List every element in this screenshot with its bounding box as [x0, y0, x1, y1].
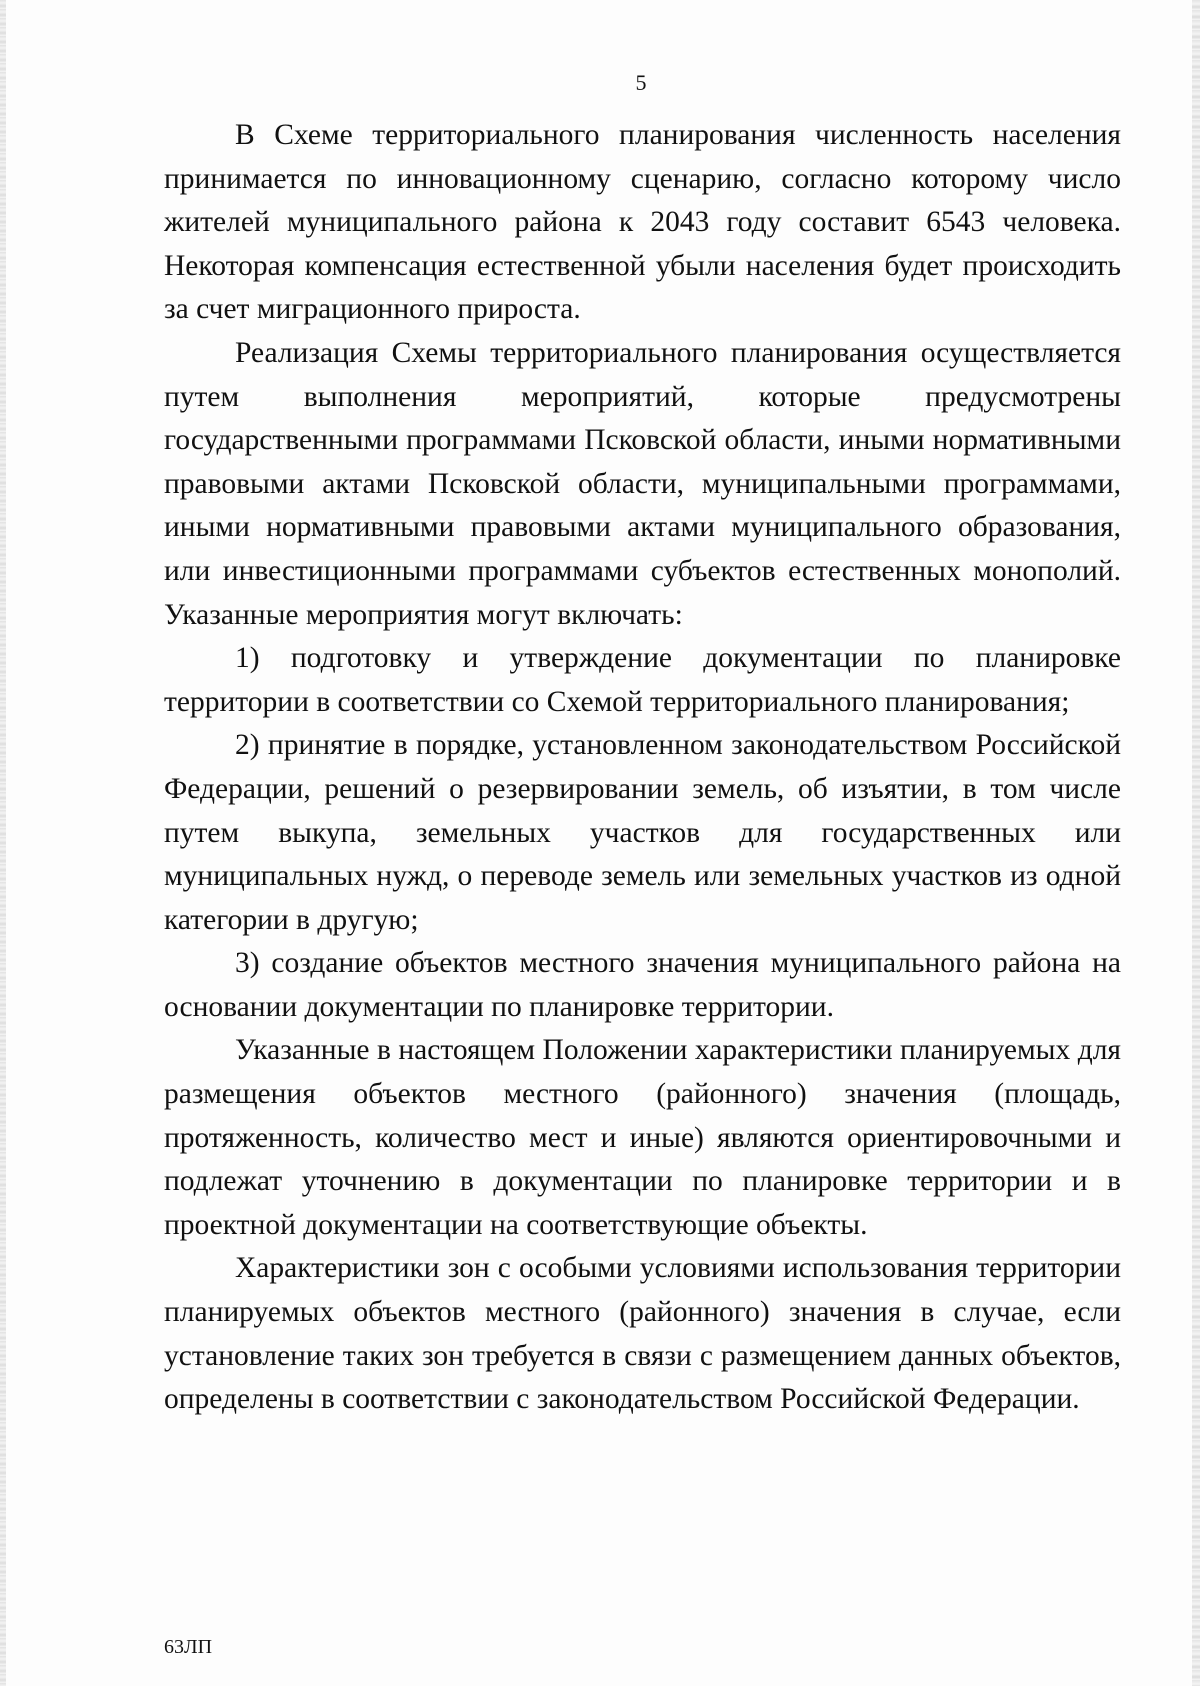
paragraph-special-zones: Характеристики зон с особыми условиями использования территории планируемых объектов местного (районного) значения в случае, если установление таких зон требуется в связи с размещением данных объектов, определены в соответствии с законодательством Российской Федерации.	[164, 1252, 1121, 1416]
page-number: 5	[635, 70, 647, 95]
footer-code: 63ЛП	[164, 1636, 213, 1658]
paragraph-population: В Схеме территориального планирования численность населения принимается по инновационному сценарию, согласно которому число жителей муниципального района к 2043 году составит 6543 человека. Некоторая компенсация естественной убыли населения будет происходить за счет миграционного прироста.	[164, 119, 1121, 326]
list-item-1: 1) подготовку и утверждение документации по планировке территории в соответствии со Схемой территориального планирования;	[164, 642, 1121, 718]
scan-edge-left	[0, 0, 6, 1686]
paragraph-characteristics: Указанные в настоящем Положении характеристики планируемых для размещения объектов местного (районного) значения (площадь, протяженность, количество мест и иные) являются ориентировочными и подлежат уточнению в документации по планировке территории и в проектной документации на соответствующие объекты.	[164, 1034, 1121, 1241]
scan-edge-right	[1192, 0, 1200, 1686]
paragraph-implementation: Реализация Схемы территориального планирования осуществляется путем выполнения мероприятий, которые предусмотрены государственными программами Псковской области, иными нормативными правовыми актами Псковской области, муниципальными программами, иными нормативными правовыми актами муниципального образования, или инвестиционными программами субъектов естественных монополий. Указанные мероприятия могут включать:	[164, 336, 1121, 631]
list-item-2: 2) принятие в порядке, установленном законодательством Российской Федерации, решений о резервировании земель, об изъятии, в том числе путем выкупа, земельных участков для государственных или муниципальных нужд, о переводе земель или земельных участков из одной категории в другую;	[164, 729, 1121, 936]
body-text	[164, 114, 1121, 1422]
list-item-3: 3) создание объектов местного значения муниципального района на основании документации по планировке территории.	[164, 947, 1121, 1023]
